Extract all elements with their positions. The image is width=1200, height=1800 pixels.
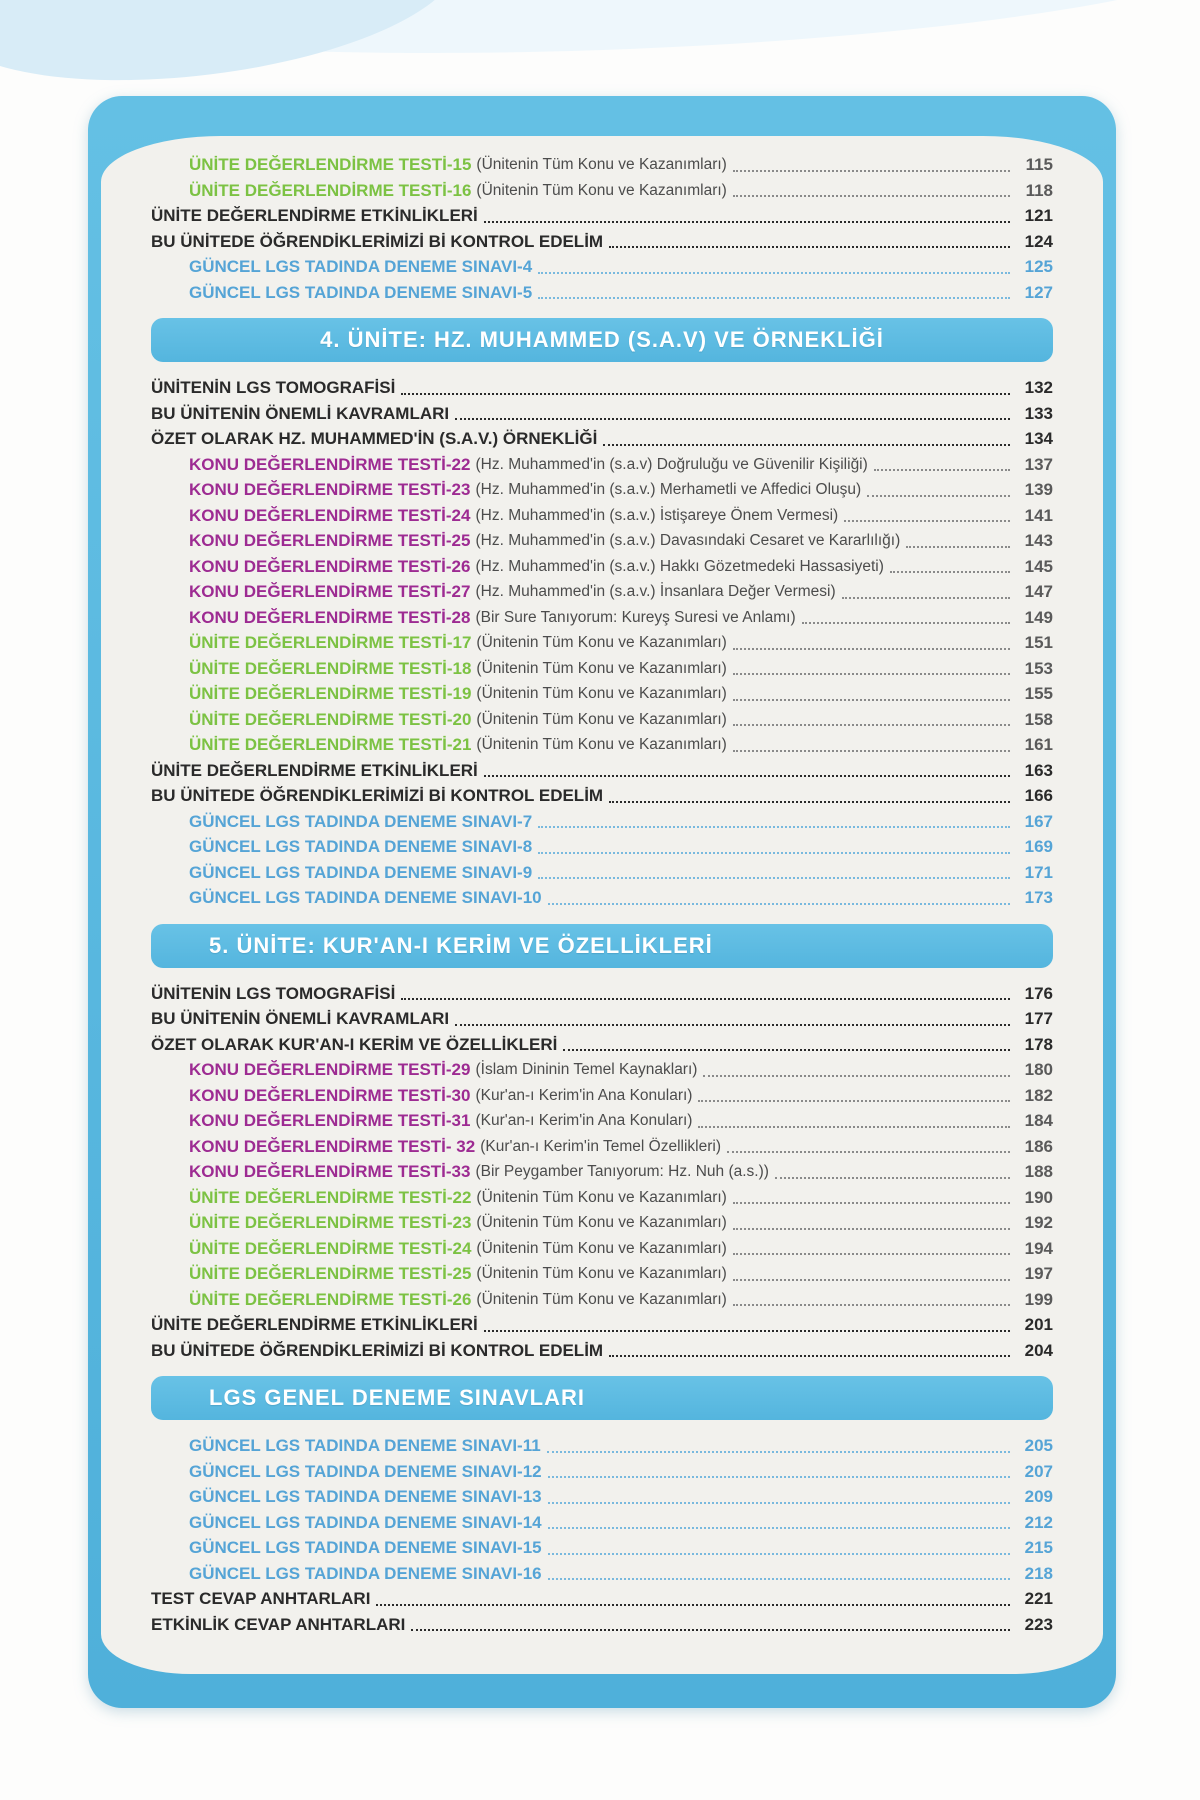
toc-entry-page-number: 186 — [1024, 1136, 1053, 1156]
toc-entry-title: KONU DEĞERLENDİRME TESTİ-29 — [189, 1060, 471, 1079]
dotted-leader — [548, 1553, 1010, 1555]
toc-entry — [151, 681, 1053, 707]
toc-entry-page-number: 115 — [1025, 155, 1053, 174]
dotted-leader — [455, 1024, 1010, 1026]
toc-entry — [151, 707, 1053, 733]
dotted-leader — [733, 170, 1010, 172]
toc-entry-page-number: 221 — [1024, 1589, 1053, 1608]
toc-entry — [151, 1083, 1053, 1109]
toc-entry — [151, 152, 1053, 178]
dotted-leader — [548, 903, 1010, 905]
toc-entry — [151, 579, 1053, 605]
dotted-leader — [867, 495, 1010, 497]
toc-entry — [151, 280, 1053, 306]
toc-entry-page-number: 177 — [1024, 1009, 1053, 1028]
toc-entry-page-number: 155 — [1024, 684, 1053, 703]
toc-entry-title: KONU DEĞERLENDİRME TESTİ-31 — [189, 1111, 471, 1130]
dotted-leader — [733, 1304, 1010, 1306]
toc-entry-page-number: 194 — [1024, 1238, 1053, 1258]
toc-entry-page-number: 143 — [1024, 531, 1053, 550]
toc-entry-description: (Ünitenin Tüm Konu ve Kazanımları) — [476, 1265, 727, 1282]
toc-entry-title: ÜNİTE DEĞERLENDİRME ETKİNLİKLERİ — [151, 760, 478, 780]
toc-entry-title: KONU DEĞERLENDİRME TESTİ-24 — [189, 505, 471, 525]
dotted-leader — [874, 469, 1010, 471]
dotted-leader — [603, 444, 1010, 446]
toc-entry-description: (Hz. Muhammed'in (s.a.v.) İstişareye Önem Vermesi) — [475, 506, 839, 524]
dotted-leader — [609, 246, 1010, 248]
toc-entry-description: (Ünitenin Tüm Konu ve Kazanımları) — [476, 1239, 727, 1257]
toc-entry — [151, 1484, 1053, 1510]
toc-entry — [151, 503, 1053, 529]
toc-entry-page-number: 167 — [1024, 811, 1053, 831]
dotted-leader — [733, 750, 1010, 752]
toc-entry-title: KONU DEĞERLENDİRME TESTİ-25 — [189, 531, 471, 550]
toc-entry-page-number: 204 — [1024, 1340, 1053, 1360]
dotted-leader — [775, 1177, 1010, 1179]
toc-entry-page-number: 125 — [1024, 257, 1053, 276]
toc-entry-page-number: 118 — [1025, 180, 1053, 200]
dotted-leader — [733, 724, 1010, 726]
toc-entry — [151, 1006, 1053, 1032]
dotted-leader — [733, 1228, 1010, 1230]
toc-entry — [151, 203, 1053, 229]
toc-entry-title: ÜNİTE DEĞERLENDİRME TESTİ-20 — [189, 709, 472, 729]
dotted-leader — [538, 272, 1010, 274]
dotted-leader — [703, 1075, 1010, 1077]
toc-entry-page-number: 171 — [1024, 862, 1053, 882]
toc-entry-page-number: 207 — [1024, 1461, 1053, 1481]
dotted-leader — [455, 418, 1010, 420]
toc-entry-title: KONU DEĞERLENDİRME TESTİ-27 — [189, 582, 471, 601]
dotted-leader — [802, 622, 1010, 624]
unit-header-bar: LGS GENEL DENEME SINAVLARI — [151, 1376, 1053, 1420]
toc-entry-description: (Ünitenin Tüm Konu ve Kazanımları) — [476, 156, 727, 173]
toc-entry-title: TEST CEVAP ANHTARLARI — [151, 1589, 371, 1608]
toc-entry-title: GÜNCEL LGS TADINDA DENEME SINAVI-9 — [189, 862, 533, 882]
toc-entry — [151, 1510, 1053, 1536]
toc-entry-title: ÜNİTE DEĞERLENDİRME TESTİ-19 — [189, 684, 472, 703]
toc-entry-page-number: 205 — [1024, 1436, 1053, 1455]
toc-entry — [151, 229, 1053, 255]
dotted-leader — [538, 297, 1010, 299]
dotted-leader — [484, 1330, 1010, 1332]
dotted-leader — [484, 775, 1010, 777]
toc-entry-description: (Kur'an-ı Kerim'in Temel Özellikleri) — [480, 1137, 721, 1155]
toc-entry-page-number: 184 — [1024, 1111, 1053, 1130]
toc-entry-title: GÜNCEL LGS TADINDA DENEME SINAVI-4 — [189, 257, 533, 276]
toc-entry — [151, 1312, 1053, 1338]
toc-entry — [151, 1338, 1053, 1364]
toc-entry-title: KONU DEĞERLENDİRME TESTİ-30 — [189, 1085, 471, 1105]
toc-entry-description: (Ünitenin Tüm Konu ve Kazanımları) — [476, 181, 727, 199]
toc-entry-title: ÖZET OLARAK KUR'AN-I KERİM VE ÖZELLİKLERİ — [151, 1034, 558, 1054]
toc-entry-page-number: 121 — [1024, 206, 1053, 225]
toc-entry-page-number: 137 — [1024, 454, 1053, 474]
toc-entry-page-number: 161 — [1024, 735, 1053, 754]
dotted-leader — [844, 520, 1010, 522]
toc-entry — [151, 732, 1053, 758]
toc-entry-page-number: 199 — [1024, 1289, 1053, 1309]
toc-entry-title: KONU DEĞERLENDİRME TESTİ-23 — [189, 480, 471, 499]
toc-entry-description: (Ünitenin Tüm Konu ve Kazanımları) — [476, 710, 727, 728]
toc-entry-title: ÜNİTE DEĞERLENDİRME ETKİNLİKLERİ — [151, 1315, 478, 1334]
toc-entry-page-number: 180 — [1024, 1060, 1053, 1079]
dotted-leader — [733, 699, 1010, 701]
toc-entry-page-number: 201 — [1024, 1315, 1053, 1334]
toc-entry-description: (Bir Peygamber Tanıyorum: Hz. Nuh (a.s.)) — [475, 1163, 769, 1180]
toc-entry-page-number: 218 — [1024, 1563, 1053, 1583]
dotted-leader — [733, 1253, 1010, 1255]
toc-entry — [151, 1210, 1053, 1236]
toc-entry — [151, 178, 1053, 204]
toc-entry-title: ÖZET OLARAK HZ. MUHAMMED'İN (S.A.V.) ÖRNEKLİĞİ — [151, 429, 598, 448]
toc-entry — [151, 1108, 1053, 1134]
toc-entry-title: GÜNCEL LGS TADINDA DENEME SINAVI-10 — [189, 888, 542, 907]
toc-entry-title: GÜNCEL LGS TADINDA DENEME SINAVI-5 — [189, 282, 533, 302]
toc-entry-title: GÜNCEL LGS TADINDA DENEME SINAVI-8 — [189, 837, 533, 856]
toc-entry-title: KONU DEĞERLENDİRME TESTİ-22 — [189, 454, 471, 474]
toc-entry — [151, 1134, 1053, 1160]
toc-entry-page-number: 176 — [1024, 983, 1053, 1003]
toc-entry-title: BU ÜNİTENİN ÖNEMLİ KAVRAMLARI — [151, 1009, 450, 1028]
dotted-leader — [727, 1151, 1010, 1153]
toc-entry — [151, 885, 1053, 911]
toc-entry-page-number: 169 — [1024, 837, 1053, 856]
dotted-leader — [609, 801, 1010, 803]
dotted-leader — [733, 673, 1010, 675]
toc-entry-page-number: 151 — [1024, 633, 1053, 652]
toc-entry — [151, 1433, 1053, 1459]
toc-entry-page-number: 141 — [1024, 505, 1053, 525]
dotted-leader — [411, 1629, 1010, 1631]
toc-entry-description: (Ünitenin Tüm Konu ve Kazanımları) — [476, 1290, 727, 1308]
toc-entry-title: ÜNİTE DEĞERLENDİRME TESTİ-23 — [189, 1213, 472, 1232]
toc-entry-page-number: 197 — [1024, 1264, 1053, 1283]
dotted-leader — [890, 571, 1010, 573]
dotted-leader — [906, 546, 1010, 548]
dotted-leader — [698, 1126, 1010, 1128]
toc-entry-title: ETKİNLİK CEVAP ANHTARLARI — [151, 1614, 406, 1634]
toc-entry — [151, 426, 1053, 452]
toc-entry-page-number: 133 — [1024, 403, 1053, 423]
toc-entry-page-number: 163 — [1024, 760, 1053, 780]
dotted-leader — [376, 1604, 1010, 1606]
toc-entry — [151, 630, 1053, 656]
toc-entry-title: ÜNİTE DEĞERLENDİRME TESTİ-22 — [189, 1187, 472, 1207]
dotted-leader — [733, 195, 1010, 197]
dotted-leader — [548, 1476, 1010, 1478]
toc-entry-page-number: 139 — [1024, 480, 1053, 499]
toc-entry-title: ÜNİTE DEĞERLENDİRME TESTİ-17 — [189, 633, 472, 652]
toc-entry — [151, 605, 1053, 631]
toc-entry-title: KONU DEĞERLENDİRME TESTİ-28 — [189, 607, 471, 627]
toc-entry — [151, 860, 1053, 886]
toc-entry-title: GÜNCEL LGS TADINDA DENEME SINAVI-7 — [189, 811, 533, 831]
toc-entry-description: (Hz. Muhammed'in (s.a.v.) Davasındaki Cesaret ve Kararlılığı) — [475, 532, 901, 549]
toc-paper — [101, 136, 1103, 1674]
dotted-leader — [563, 1049, 1010, 1051]
toc-entry — [151, 1185, 1053, 1211]
dotted-leader — [698, 1100, 1010, 1102]
toc-entry-title: ÜNİTENİN LGS TOMOGRAFİSİ — [151, 378, 396, 397]
toc-entry — [151, 452, 1053, 478]
toc-entry-title: GÜNCEL LGS TADINDA DENEME SINAVI-16 — [189, 1563, 542, 1583]
toc-entry-title: BU ÜNİTEDE ÖĞRENDİKLERİMİZİ Bİ KONTROL EDELİM — [151, 1340, 604, 1360]
toc-entry-page-number: 178 — [1024, 1034, 1053, 1054]
dotted-leader — [842, 597, 1010, 599]
dotted-leader — [484, 221, 1010, 223]
toc-entry-page-number: 190 — [1024, 1187, 1053, 1207]
dotted-leader — [547, 1451, 1010, 1453]
toc-entry — [151, 375, 1053, 401]
page-top-swoosh — [0, 0, 468, 106]
toc-entry — [151, 809, 1053, 835]
toc-entry-page-number: 188 — [1024, 1162, 1053, 1181]
toc-entry-description: (Ünitenin Tüm Konu ve Kazanımları) — [476, 685, 727, 702]
toc-entry — [151, 1459, 1053, 1485]
toc-entry — [151, 1236, 1053, 1262]
toc-entry-page-number: 192 — [1024, 1213, 1053, 1232]
toc-entry-description: (Ünitenin Tüm Konu ve Kazanımları) — [476, 1188, 727, 1206]
toc-entry — [151, 981, 1053, 1007]
toc-entry-title: GÜNCEL LGS TADINDA DENEME SINAVI-13 — [189, 1487, 542, 1506]
toc-content — [151, 152, 1053, 1664]
dotted-leader — [733, 1279, 1010, 1281]
toc-entry-title: ÜNİTE DEĞERLENDİRME TESTİ-26 — [189, 1289, 472, 1309]
toc-entry-title: KONU DEĞERLENDİRME TESTİ-26 — [189, 556, 471, 576]
toc-entry-description: (Hz. Muhammed'in (s.a.v) Doğruluğu ve Güvenilir Kişiliği) — [475, 455, 868, 473]
toc-entry-page-number: 212 — [1024, 1512, 1053, 1532]
toc-entry — [151, 758, 1053, 784]
unit-header-bar: 5. ÜNİTE: KUR'AN-I KERİM VE ÖZELLİKLERİ — [151, 924, 1053, 968]
toc-entry-description: (Bir Sure Tanıyorum: Kureyş Suresi ve Anlamı) — [475, 608, 796, 626]
dotted-leader — [538, 877, 1010, 879]
toc-entry — [151, 554, 1053, 580]
dotted-leader — [538, 852, 1010, 854]
toc-entry-page-number: 124 — [1024, 231, 1053, 251]
toc-entry — [151, 1561, 1053, 1587]
toc-entry — [151, 1159, 1053, 1185]
toc-entry-page-number: 127 — [1024, 282, 1053, 302]
toc-entry-title: GÜNCEL LGS TADINDA DENEME SINAVI-11 — [189, 1436, 541, 1455]
toc-entry — [151, 401, 1053, 427]
toc-entry — [151, 783, 1053, 809]
toc-entry-title: GÜNCEL LGS TADINDA DENEME SINAVI-12 — [189, 1461, 542, 1481]
toc-entry — [151, 1535, 1053, 1561]
toc-entry-page-number: 158 — [1024, 709, 1053, 729]
toc-entry-page-number: 149 — [1024, 607, 1053, 627]
toc-entry — [151, 1261, 1053, 1287]
toc-entry — [151, 254, 1053, 280]
toc-entry-title: GÜNCEL LGS TADINDA DENEME SINAVI-14 — [189, 1512, 542, 1532]
dotted-leader — [401, 393, 1010, 395]
toc-entry — [151, 1612, 1053, 1638]
toc-entry — [151, 656, 1053, 682]
toc-entry — [151, 834, 1053, 860]
toc-entry-title: BU ÜNİTEDE ÖĞRENDİKLERİMİZİ Bİ KONTROL EDELİM — [151, 231, 604, 251]
toc-entry-page-number: 209 — [1024, 1487, 1053, 1506]
toc-entry-description: (Kur'an-ı Kerim'in Ana Konuları) — [475, 1112, 693, 1129]
toc-entry-title: GÜNCEL LGS TADINDA DENEME SINAVI-15 — [189, 1538, 542, 1557]
toc-entry-page-number: 166 — [1024, 786, 1053, 805]
toc-entry-page-number: 215 — [1024, 1538, 1053, 1557]
toc-entry-page-number: 145 — [1024, 556, 1053, 576]
toc-entry-title: ÜNİTE DEĞERLENDİRME TESTİ-21 — [189, 735, 472, 754]
dotted-leader — [733, 1202, 1010, 1204]
toc-entry — [151, 477, 1053, 503]
unit-header-bar: 4. ÜNİTE: HZ. MUHAMMED (S.A.V) VE ÖRNEKLİĞİ — [151, 318, 1053, 362]
toc-entry-title: BU ÜNİTEDE ÖĞRENDİKLERİMİZİ Bİ KONTROL EDELİM — [151, 786, 604, 805]
dotted-leader — [538, 826, 1010, 828]
toc-entry-title: ÜNİTE DEĞERLENDİRME ETKİNLİKLERİ — [151, 206, 478, 225]
toc-entry — [151, 1586, 1053, 1612]
toc-entry-page-number: 147 — [1024, 582, 1053, 601]
toc-entry-title: ÜNİTE DEĞERLENDİRME TESTİ-25 — [189, 1264, 472, 1283]
dotted-leader — [609, 1355, 1010, 1357]
dotted-leader — [548, 1502, 1010, 1504]
toc-entry-page-number: 134 — [1024, 429, 1053, 448]
toc-entry-description: (Kur'an-ı Kerim'in Ana Konuları) — [475, 1086, 693, 1104]
dotted-leader — [548, 1578, 1010, 1580]
toc-entry-title: KONU DEĞERLENDİRME TESTİ- 32 — [189, 1136, 476, 1156]
toc-entry-title: ÜNİTE DEĞERLENDİRME TESTİ-18 — [189, 658, 472, 678]
toc-entry-title: KONU DEĞERLENDİRME TESTİ-33 — [189, 1162, 471, 1181]
toc-entry-title: ÜNİTE DEĞERLENDİRME TESTİ-24 — [189, 1238, 472, 1258]
toc-entry-page-number: 153 — [1024, 658, 1053, 678]
dotted-leader — [401, 998, 1010, 1000]
toc-entry-description: (Hz. Muhammed'in (s.a.v.) Hakkı Gözetmedeki Hassasiyeti) — [475, 557, 884, 575]
toc-entry — [151, 1032, 1053, 1058]
toc-entry-title: BU ÜNİTENİN ÖNEMLİ KAVRAMLARI — [151, 403, 450, 423]
toc-entry-title: ÜNİTE DEĞERLENDİRME TESTİ-16 — [189, 180, 472, 200]
dotted-leader — [548, 1527, 1010, 1529]
toc-entry-description: (Hz. Muhammed'in (s.a.v.) Merhametli ve Affedici Oluşu) — [475, 481, 862, 498]
toc-entry-title: ÜNİTE DEĞERLENDİRME TESTİ-15 — [189, 155, 472, 174]
toc-entry-description: (Ünitenin Tüm Konu ve Kazanımları) — [476, 736, 727, 753]
toc-entry-description: (Ünitenin Tüm Konu ve Kazanımları) — [476, 634, 727, 651]
toc-entry — [151, 1287, 1053, 1313]
toc-entry — [151, 528, 1053, 554]
toc-frame — [88, 96, 1116, 1708]
toc-entry-page-number: 182 — [1024, 1085, 1053, 1105]
toc-entry-description: (Hz. Muhammed'in (s.a.v.) İnsanlara Değer Vermesi) — [475, 583, 836, 600]
toc-entry-description: (İslam Dininin Temel Kaynakları) — [475, 1061, 698, 1078]
toc-entry-description: (Ünitenin Tüm Konu ve Kazanımları) — [476, 1214, 727, 1231]
toc-entry-page-number: 223 — [1024, 1614, 1053, 1634]
toc-entry-description: (Ünitenin Tüm Konu ve Kazanımları) — [476, 659, 727, 677]
toc-entry — [151, 1057, 1053, 1083]
toc-entry-page-number: 173 — [1024, 888, 1053, 907]
toc-entry-title: ÜNİTENİN LGS TOMOGRAFİSİ — [151, 983, 396, 1003]
toc-entry-page-number: 132 — [1024, 378, 1053, 397]
dotted-leader — [733, 648, 1010, 650]
